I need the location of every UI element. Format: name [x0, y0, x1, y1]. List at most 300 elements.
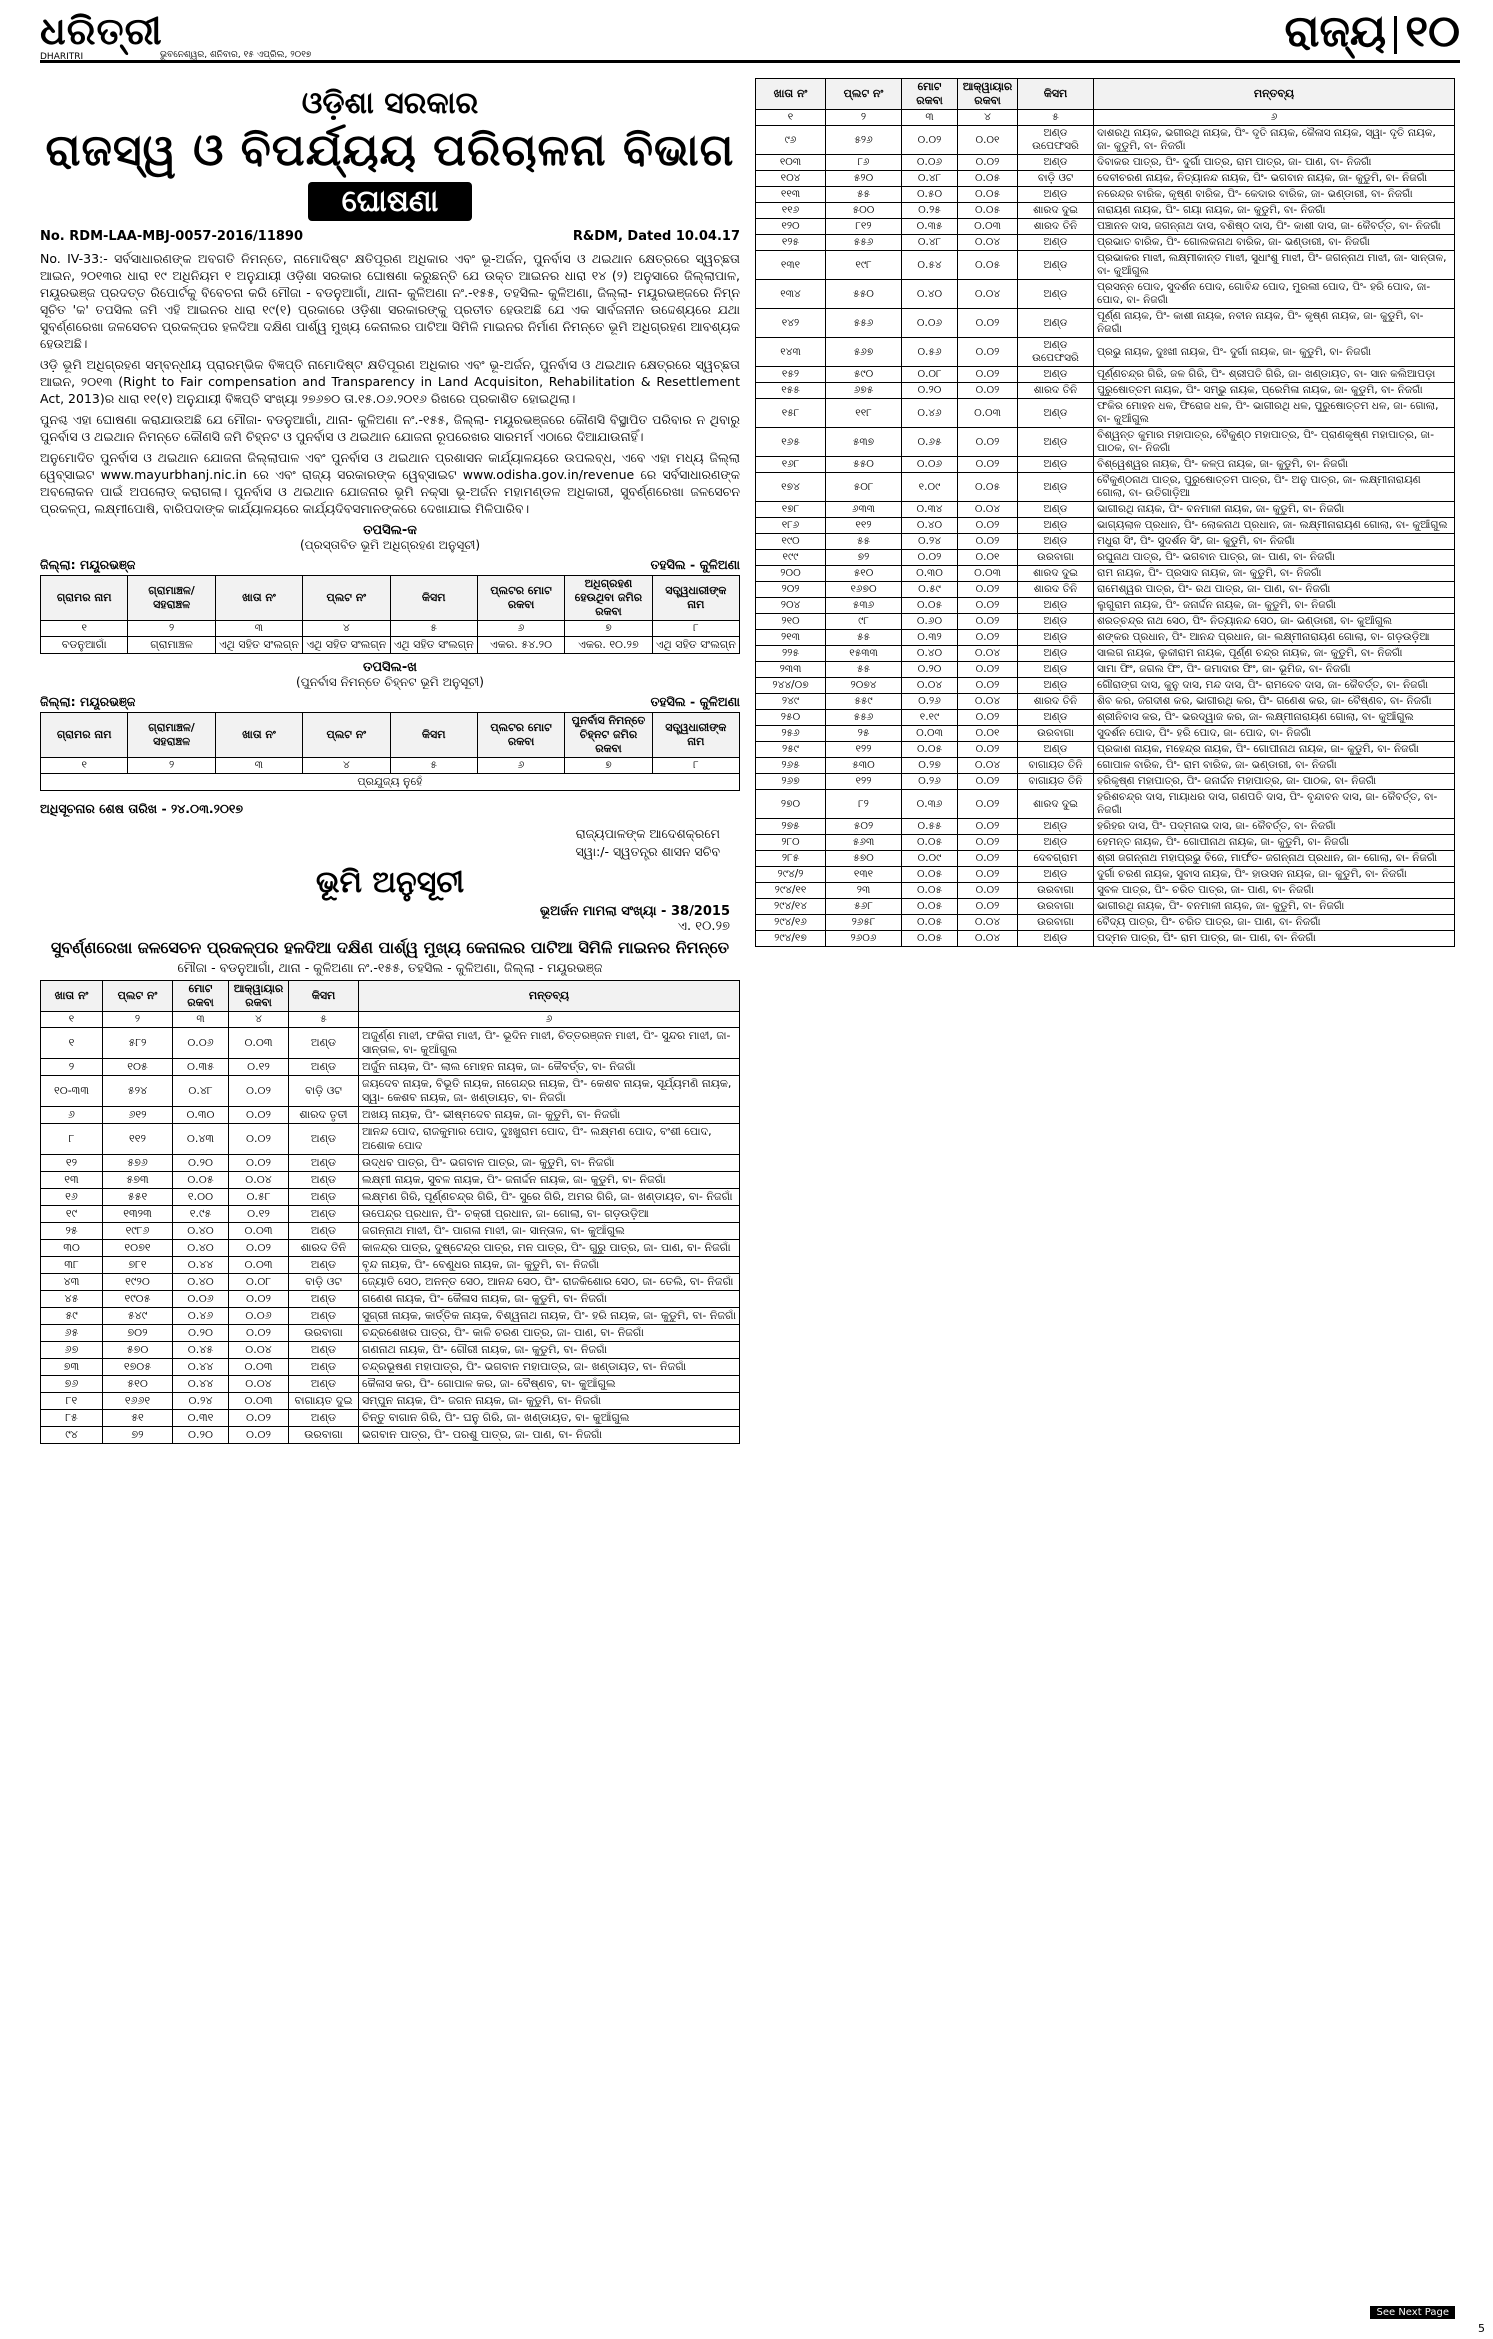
table-cell: ୦.୦୨: [229, 1155, 289, 1172]
table-cell: ୭୨: [826, 550, 902, 566]
table-cell: ୦.୨୦: [173, 1427, 229, 1444]
remarks-cell: ସାଲଗ ନାୟକ, ଲୁକୀରାମ ନାୟକ, ପୂର୍ଣ୍ଣ ଚନ୍ଦ୍ର ନାୟକ, ଜା- କୁଡୁମି, ବା- ନିଜଗାଁ: [1094, 646, 1455, 662]
table-cell: ୦.୦୪: [958, 931, 1018, 947]
table-cell: ୦.୫୪: [902, 251, 958, 280]
table-cell: ଅଣ୍ଡ ଉପେଫସରି: [1018, 126, 1094, 155]
table-cell: ୦.୦୩: [902, 726, 958, 742]
notice-heading-label: ଘୋଷଣା: [308, 182, 473, 221]
table-cell: ଅଣ୍ଡ: [289, 1376, 359, 1393]
table-cell: ୦.୦୨: [958, 883, 1018, 899]
table-row: [756, 915, 1455, 931]
table-cell: ୫୫: [826, 662, 902, 678]
schedule-kha-subtitle: (ପୁନର୍ବାସ ନିମନ୍ତେ ଚିହ୍ନଟ ଭୂମି ଅନୁସୂଚୀ): [296, 675, 484, 689]
column-number: ୫: [1018, 110, 1094, 126]
remarks-cell: ବିଶ୍ୱନ୍ତ କୁମାର ମହାପାତ୍ର, ବୈକୁଣ୍ଠ ମହାପାତ୍ର, ପିଂ- ପ୍ରାଣକୃଷ୍ଣ ମହାପାତ୍ର, ଜା- ପାଠକ, ବା- ନିଜଗାଁ: [1094, 428, 1455, 457]
notice-right-column: [755, 78, 1455, 947]
table-cell: ୦.୦୬: [902, 309, 958, 338]
table-cell: ୫୭୩: [103, 1172, 173, 1189]
table-cell: ୫୨୦: [826, 171, 902, 187]
column-number: ୬: [477, 758, 564, 774]
table-cell: ୦.୦୩: [958, 219, 1018, 235]
table-cell: ୦.୦୩: [958, 399, 1018, 428]
table-row: [756, 758, 1455, 774]
table-cell: ୨୬୫: [756, 758, 826, 774]
table-cell: ଶାରଦ ଦୁଇ: [1018, 790, 1094, 819]
table-cell: ୦.୦୮: [229, 1274, 289, 1291]
table-cell: ୧.୦୦: [173, 1189, 229, 1206]
remarks-cell: ଲକ୍ଷ୍ମୀ ନାୟକ, ସୁବଳ ନାୟକ, ପିଂ- ଜନାର୍ଦ୍ଦନ ନାୟକ, ଜା- କୁଡୁମି, ବା- ନିଜଗାଁ: [359, 1172, 740, 1189]
table-cell: ୬୭୫: [826, 383, 902, 399]
remarks-cell: ଭାଗ୍ୟଲାଳ ପ୍ରଧାନ, ପିଂ- ଲୋକନାଥ ପ୍ରଧାନ, ଜା- ଲକ୍ଷ୍ମୀନାରାୟଣ ଗୋଲା, ବା- କୁଆଁଗୁଲ: [1094, 518, 1455, 534]
table-cell: ୦.୦୩: [958, 566, 1018, 582]
table-row: [756, 235, 1455, 251]
table-cell: ୫୪୯: [103, 1308, 173, 1325]
table-row: [41, 1325, 740, 1342]
table-row: [41, 1155, 740, 1172]
table-cell: ୦.୪୦: [173, 1240, 229, 1257]
table-cell: ୨୧୩: [756, 630, 826, 646]
table-cell: ୦.୫୦: [902, 187, 958, 203]
table-cell: ୦.୦୨: [229, 1291, 289, 1308]
table-cell: ୧୧୨: [103, 1124, 173, 1155]
table-header-row: [756, 79, 1455, 110]
table-cell: ଅଣ୍ଡ: [1018, 614, 1094, 630]
table-cell: ପ୍ରଯୁଜ୍ୟ ନୁହେଁ: [41, 774, 740, 791]
remarks-cell: ହେମନ୍ତ ନାୟକ, ପିଂ- ଗୋପୀନାଥ ନାୟକ, ଜା- କୁଡୁମି, ବା- ନିଜଗାଁ: [1094, 835, 1455, 851]
table-cell: ୦.୦୨: [229, 1325, 289, 1342]
table-cell: ଅଣ୍ଡ: [289, 1155, 359, 1172]
column-number-row: [756, 110, 1455, 126]
table-cell: ୦.୫୬: [902, 338, 958, 367]
table-cell: ୬୭: [41, 1342, 103, 1359]
remarks-cell: ରାମ ନାୟକ, ପିଂ- ପ୍ରସାଦ ନାୟକ, ଜା- କୁଡୁମି, ବା- ନିଜଗାଁ: [1094, 566, 1455, 582]
table-cell: ୦.୦୩: [229, 1359, 289, 1376]
table-cell: ୫୦୮: [826, 473, 902, 502]
column-header: ମନ୍ତବ୍ୟ: [359, 981, 740, 1012]
table-cell: ୧.୯୫: [173, 1206, 229, 1223]
remarks-cell: ସାମା ଫିଂ, ଜଗଲ ଫିଂ, ପିଂ- ଜମାଦାର ଫିଂ, ଜା- ଭୂମିଜ, ବା- ନିଜଗାଁ: [1094, 662, 1455, 678]
table-cell: ୫୦୨: [826, 819, 902, 835]
table-row: [756, 694, 1455, 710]
remarks-cell: ହରିଶଚନ୍ଦ୍ର ଦାସ, ମାୟାଧର ଦାସ, ଗଣପତି ଦାସ, ପିଂ- ବୃନ୍ଦାବନ ଦାସ, ଜା- କୈବର୍ତ୍ତ, ବା- ନିଜଗାଁ: [1094, 790, 1455, 819]
table-cell: ୦.୦୪: [902, 678, 958, 694]
table-cell: ୦.୪୪: [173, 1257, 229, 1274]
table-cell: ୨୫୬: [756, 726, 826, 742]
remarks-cell: ପୂର୍ଣ୍ଣଚନ୍ଦ୍ର ଗିରି, ଜଳ ଗିରି, ପିଂ- ଶ୍ରୀପତି ଗିରି, ଜା- ଖଣ୍ଡାୟତ, ବା- ସାନ କଲିଆପଡ଼ା: [1094, 367, 1455, 383]
table-cell: ୨୩୩: [756, 662, 826, 678]
table-cell: ୦.୬୫: [902, 428, 958, 457]
table-cell: ୧୩୧: [826, 867, 902, 883]
column-header: ପ୍ଲଟ ନଂ: [826, 79, 902, 110]
remarks-cell: ଗୋପାଳ ବାରିକ, ପିଂ- ରାମ ବାରିକ, ଜା- ଭଣ୍ଡାରୀ, ବା- ନିଜଗାଁ: [1094, 758, 1455, 774]
table-cell: ଶାରଦ ତୃତୀ: [289, 1107, 359, 1124]
table-cell: ୩୮: [41, 1257, 103, 1274]
column-header: କିସମ: [390, 713, 477, 758]
remarks-cell: ଅର୍ଜୁନ ନାୟକ, ପିଂ- ଲାଲ ମୋହନ ନାୟକ, ଜା- କୈବର୍ତ୍ତ, ବା- ନିଜଗାଁ: [359, 1059, 740, 1076]
table-cell: ୦.୧୨: [229, 1059, 289, 1076]
table-cell: ଅଣ୍ଡ: [1018, 630, 1094, 646]
table-cell: ୦.୦୨: [958, 155, 1018, 171]
column-number: ୨: [128, 621, 215, 637]
table-cell: ୯୮: [826, 614, 902, 630]
table-cell: ୨୫୦: [756, 710, 826, 726]
table-row: [756, 646, 1455, 662]
table-cell: ୨୦୭୪: [826, 678, 902, 694]
table-cell: ୦.୫୫: [902, 819, 958, 835]
table-cell: ୦.୦୫: [902, 867, 958, 883]
section-divider: [1394, 16, 1397, 54]
table-cell: ୦.୩୫: [173, 1059, 229, 1076]
table-cell: ବଡନୁଆଗାଁ: [41, 637, 128, 654]
table-row: [756, 899, 1455, 915]
table-cell: ୧୧୬: [756, 203, 826, 219]
table-cell: ୦.୨୦: [902, 662, 958, 678]
remarks-cell: ପ୍ରସନ୍ନ ପୋଦ, ସୁଦର୍ଶନ ପୋଦ, ଗୋବିନ୍ଦ ପୋଦ, ମୁରଲୀ ପୋଦ, ପିଂ- ହରି ପୋଦ, ଜା- ପୋଦ, ବା- ନିଜଗାଁ: [1094, 280, 1455, 309]
column-number: ୧: [41, 758, 128, 774]
table-cell: ୦.୩୪: [902, 502, 958, 518]
table-cell: ଶାରଦ ତିନି: [289, 1240, 359, 1257]
table-cell: ୦.୦୪: [958, 280, 1018, 309]
table-row: [41, 1274, 740, 1291]
table-cell: ୦.୦୨: [958, 790, 1018, 819]
column-header: ଖାତା ନଂ: [756, 79, 826, 110]
table-cell: ୦.୦୩: [229, 1257, 289, 1274]
table-cell: ୫୩୦: [826, 758, 902, 774]
table-cell: ୧.୧୯: [902, 710, 958, 726]
table-cell: ଅଣ୍ଡ: [1018, 155, 1094, 171]
table-row: [41, 1206, 740, 1223]
table-row: [756, 219, 1455, 235]
table-row: [756, 867, 1455, 883]
table-row: [756, 614, 1455, 630]
table-row: [756, 203, 1455, 219]
table-cell: ୫୮୨: [103, 1028, 173, 1059]
table-cell: ୧୦୭୧: [103, 1240, 173, 1257]
table-cell: ୦.୦୨: [958, 582, 1018, 598]
table-row: [756, 457, 1455, 473]
column-header: ଆକ୍ୱାୟାର ରକବା: [229, 981, 289, 1012]
table-cell: ୮୫: [41, 1410, 103, 1427]
table-cell: ୧୧୮: [826, 399, 902, 428]
column-header: ପ୍ଲଟର ମୋଟ ରକବା: [477, 713, 564, 758]
table-cell: ୦.୦୨: [958, 835, 1018, 851]
remarks-cell: ବୃନ୍ଦ ନାୟକ, ପିଂ- ବେଣୁଧର ନାୟକ, ଜା- କୁଡୁମି, ବା- ନିଜଗାଁ: [359, 1257, 740, 1274]
remarks-cell: ଚନ୍ଦ୍ରଶେଖର ପାତ୍ର, ପିଂ- କାଳି ଚରଣ ପାତ୍ର, ଜା- ପାଣ, ବା- ନିଜଗାଁ: [359, 1325, 740, 1342]
table-cell: ଅଣ୍ଡ: [289, 1028, 359, 1059]
remarks-cell: କାଳନ୍ଦ୍ର ପାତ୍ର, ଦୁଷ୍ଟେନ୍ଦ୍ର ପାତ୍ର, ମନ ପାତ୍ର, ପିଂ- ଗୁରୁ ପାତ୍ର, ଜା- ପାଣ, ବା- ନିଜଗାଁ: [359, 1240, 740, 1257]
table-cell: ୦.୦୩: [229, 1393, 289, 1410]
table-cell: ୦.୪୪: [173, 1376, 229, 1393]
table-cell: ୧୩୧: [756, 251, 826, 280]
project-title: ସୁବର୍ଣ୍ଣରେଖା ଜଳସେଚନ ପ୍ରକଳ୍ପର ହଳଦିଆ ଦକ୍ଷିଣ ପାର୍ଶ୍ୱ ମୁଖ୍ୟ କେନାଲର ପାଟିଆ ସିମିଳି ମାଇନର ନିମନ୍ତେ: [50, 938, 730, 957]
table-cell: ୨୪୪/୦୭: [756, 678, 826, 694]
table-cell: ୧୯: [41, 1206, 103, 1223]
table-row: [41, 1076, 740, 1107]
table-row: [41, 1427, 740, 1444]
table-row: [41, 1172, 740, 1189]
table-cell: ୦.୦୫: [902, 931, 958, 947]
table-row: [756, 550, 1455, 566]
table-cell: ୨୫: [826, 726, 902, 742]
column-header: ଆକ୍ୱାୟାର ରକବା: [958, 79, 1018, 110]
table-cell: ୦.୦୫: [958, 203, 1018, 219]
table-cell: ଅଣ୍ଡ: [1018, 598, 1094, 614]
table-cell: ୭୦୨: [103, 1325, 173, 1342]
table-cell: ଅଣ୍ଡ: [1018, 867, 1094, 883]
table-cell: ଅଣ୍ଡ: [1018, 819, 1094, 835]
column-number: ୪: [229, 1012, 289, 1028]
remarks-cell: ଅଜୁର୍ଣ୍ଣ ମାଝୀ, ଫକିରା ମାଝୀ, ପିଂ- ଭୂଦିନ ମାଝୀ, ଚିତ୍ତରଞ୍ଜନ ମାଝୀ, ପିଂ- ସୁନ୍ଦର ମାଝୀ, ଜା- ସାନ୍ତାଳ, ବା- କୁଆଁଗୁଲ: [359, 1028, 740, 1059]
column-number: ୫: [390, 758, 477, 774]
table-cell: ୪୫: [41, 1291, 103, 1308]
table-row: [756, 126, 1455, 155]
table-cell: ୬୧୨: [103, 1107, 173, 1124]
table-cell: ୦.୦୨: [958, 309, 1018, 338]
schedule-ka-title: ତପସିଲ-କ: [363, 523, 417, 538]
column-number-row: [41, 621, 740, 637]
table-cell: ୦.୦୬: [229, 1308, 289, 1325]
column-number: ୪: [303, 758, 390, 774]
remarks-cell: ପ୍ରକାଶ ନାୟକ, ମହେନ୍ଦ୍ର ନାୟକ, ପିଂ- ଗୋପୀନାଥ ନାୟକ, ଜା- କୁଡୁମି, ବା- ନିଜଗାଁ: [1094, 742, 1455, 758]
department-title: ରାଜସ୍ୱ ଓ ବିପର୍ଯ୍ୟୟ ପରିଚାଳନା ବିଭାଗ: [45, 125, 735, 176]
remarks-cell: ବୈକୁଣ୍ଠନାଥ ପାତ୍ର, ପୁରୁଷୋତ୍ତମ ପାତ୍ର, ପିଂ- ଅନୁ ପାତ୍ର, ଜା- ଲକ୍ଷ୍ମୀନାରାୟଣ ଗୋଲା, ବା- ଉତିଗାଡ଼ିଆ: [1094, 473, 1455, 502]
tahasil-label: ତହସିଲ - କୁଳିଅଣା: [650, 557, 740, 572]
table-cell: ଅଣ୍ଡ: [289, 1059, 359, 1076]
table-cell: ବାଗାୟତ ତିନି: [1018, 758, 1094, 774]
table-cell: ୦.୦୯: [902, 851, 958, 867]
table-cell: ଅଣ୍ଡ: [1018, 931, 1094, 947]
column-number: ୭: [565, 758, 652, 774]
table-cell: ୧୯୮୬: [103, 1223, 173, 1240]
table-cell: ଅଣ୍ଡ: [1018, 251, 1094, 280]
table-cell: ୨୯୪/୧୧: [756, 883, 826, 899]
table-cell: ୦.୨୦: [173, 1325, 229, 1342]
table-cell: ୦.୦୪: [229, 1342, 289, 1359]
table-cell: ୦.୦୬: [902, 457, 958, 473]
column-header: ସତ୍ତ୍ୱଧାରୀଙ୍କ ନାମ: [652, 713, 739, 758]
table-cell: ୫୨୪: [103, 1076, 173, 1107]
table-cell: ଅଣ୍ଡ: [1018, 518, 1094, 534]
table-cell: ଅଣ୍ଡ: [1018, 187, 1094, 203]
table-row: [41, 1240, 740, 1257]
table-row: [41, 637, 740, 654]
table-row: [41, 1376, 740, 1393]
mouza-line: ମୌଜା - ବଡନୁଆଗାଁ, ଥାନା - କୁଳିଅଣା ନଂ.-୧୫୫, ତହସିଲ - କୁଳିଅଣା, ଜିଲ୍ଲା - ମୟୂରଭଞ୍ଜ: [177, 960, 603, 975]
table-cell: ୧୫୮: [756, 399, 826, 428]
table-cell: ୦.୩୧: [173, 1410, 229, 1427]
government-title: ଓଡ଼ିଶା ସରକାର: [301, 86, 479, 121]
remarks-cell: ରଘୁନାଥ ପାତ୍ର, ପିଂ- ଭଗବାନ ପାତ୍ର, ଜା- ପାଣ, ବା- ନିଜଗାଁ: [1094, 550, 1455, 566]
notice-paragraph: ଓଡ଼ି ଭୂମି ଅଧିଗ୍ରହଣ ସମ୍ବନ୍ଧୀୟ ପ୍ରାରମ୍ଭିକ ବିଜ୍ଞପ୍ତି ନାମୋଦିଷ୍ଟ କ୍ଷତିପୂରଣ ଅଧିକାର ଏବଂ ଭୂ-ଅର୍ଜନ, ପୁନର୍ବାସ ଓ ଥଇଥାନ କ୍ଷେତ୍ରରେ ସ୍ୱଚ୍ଛତା ଆଇନ, ୨୦୧୩ (Right to Fair compensation and Transparency in Land Acquisiton, Rehabilitation & Resettlement Act, 2013)ର ଧାରା ୧୧(୧) ଅନୁଯାୟୀ ବିଜ୍ଞପ୍ତି ସଂଖ୍ୟା ୨୭୬୭୦ ତା.୧୫.୦୬.୨୦୧୬ ରିଖରେ ପ୍ରକାଶିତ ହୋଇଥିଲା।: [40, 357, 740, 406]
table-cell: ଏଥି ସହିତ ସଂଲଗ୍ନ: [390, 637, 477, 654]
table-cell: ୫୫: [826, 630, 902, 646]
table-cell: ୧୬୭୦: [826, 582, 902, 598]
column-number: ୨: [103, 1012, 173, 1028]
table-cell: ୧୧୩: [756, 187, 826, 203]
table-cell: ଦେବଗ୍ରାମ: [1018, 851, 1094, 867]
table-cell: ବାଗାୟତ ତିନି: [1018, 774, 1094, 790]
table-cell: ୦.୦୨: [958, 614, 1018, 630]
table-cell: ୦.୪୮: [173, 1076, 229, 1107]
table-cell: ୪୩: [41, 1274, 103, 1291]
table-cell: ୦.୨୦: [173, 1155, 229, 1172]
table-cell: ୧୧୨: [826, 518, 902, 534]
signature-name: ସ୍ୱା:/- ସ୍ୱତନ୍ତ୍ର ଶାସନ ସଚିବ: [575, 844, 720, 859]
table-row: [756, 835, 1455, 851]
table-cell: ୦.୨୦: [902, 383, 958, 399]
table-row: [756, 518, 1455, 534]
table-body: [756, 126, 1455, 947]
table-cell: ୦.୦୨: [958, 899, 1018, 915]
table-row: [756, 678, 1455, 694]
table-cell: ୨୯୪/୧୪: [756, 899, 826, 915]
table-cell: ଅଣ୍ଡ: [289, 1291, 359, 1308]
schedule-ka-table: [40, 575, 740, 654]
section-name: ରାଜ୍ୟ: [1284, 6, 1387, 57]
column-header: ପ୍ଲଟର ମୋଟ ରକବା: [477, 576, 564, 621]
table-cell: ଅଣ୍ଡ: [1018, 678, 1094, 694]
table-cell: ୨୭୫: [756, 819, 826, 835]
table-cell: ୭୬: [41, 1376, 103, 1393]
table-cell: ୦.୦୨: [958, 534, 1018, 550]
table-cell: ୦.୨୭: [902, 758, 958, 774]
table-cell: ୦.୦୪: [958, 694, 1018, 710]
table-cell: ୦.୦୪: [958, 646, 1018, 662]
table-cell: ୦.୧୨: [229, 1206, 289, 1223]
schedule-ka-subtitle: (ପ୍ରସ୍ତାବିତ ଭୂମି ଅଧିଗ୍ରହଣ ଅନୁସୂଚୀ): [299, 538, 481, 552]
section-title: [1285, 6, 1460, 57]
remarks-cell: ପ୍ରଭୁ ନାୟକ, ଦୁଃଖୀ ନାୟକ, ପିଂ- ଦୁର୍ଗା ନାୟକ, ଜା- କୁଡୁମି, ବା- ନିଜଗାଁ: [1094, 338, 1455, 367]
table-cell: ୦.୦୪: [958, 915, 1018, 931]
table-cell: ଅଣ୍ଡ: [1018, 835, 1094, 851]
table-cell: ବାଗାୟତ ଦୁଇ: [289, 1393, 359, 1410]
remarks-cell: ଜଗନ୍ନାଥ ମାଝୀ, ପିଂ- ପାଗଳା ମାଝୀ, ଜା- ସାନ୍ତାଳ, ବା- କୁଆଁଗୁଲ: [359, 1223, 740, 1240]
column-number: ୩: [215, 621, 302, 637]
remarks-cell: ଚନ୍ଦ୍ରଭୂଷଣ ମହାପାତ୍ର, ପିଂ- ଭଗବାନ ମହାପାତ୍ର, ଜା- ଖଣ୍ଡାୟତ, ବା- ନିଜଗାଁ: [359, 1359, 740, 1376]
column-number: ୩: [902, 110, 958, 126]
table-cell: ଏଥି ସହିତ ସଂଲଗ୍ନ: [215, 637, 302, 654]
remarks-cell: ହରିକୃଷ୍ଣ ମହାପାତ୍ର, ପିଂ- ଜନାର୍ଦ୍ଦନ ମହାପାତ୍ର, ଜା- ପାଠକ, ବା- ନିଜଗାଁ: [1094, 774, 1455, 790]
table-cell: ୧୯୯: [756, 550, 826, 566]
table-row: [41, 1223, 740, 1240]
table-cell: ୫୬୭: [826, 338, 902, 367]
table-row: [756, 502, 1455, 518]
table-cell: ୧୨୨: [826, 774, 902, 790]
table-cell: ୦.୦୨: [229, 1107, 289, 1124]
table-cell: ୦.୦୪: [229, 1376, 289, 1393]
table-cell: ୦.୦୫: [173, 1172, 229, 1189]
table-cell: ୦.୦୨: [958, 710, 1018, 726]
table-cell: ଅଣ୍ଡ: [1018, 280, 1094, 309]
column-number: ୩: [173, 1012, 229, 1028]
column-number: ୮: [652, 621, 739, 637]
table-row: [756, 399, 1455, 428]
table-cell: ୦.୩୦: [902, 566, 958, 582]
table-cell: ୫୫୦: [826, 280, 902, 309]
table-row: [756, 251, 1455, 280]
column-header: ଖାତା ନଂ: [215, 713, 302, 758]
land-schedule-title: ଭୂମି ଅନୁସୂଚୀ: [315, 865, 465, 900]
table-cell: ୦.୦୫: [902, 915, 958, 931]
table-cell: ୧୪୨: [756, 309, 826, 338]
remarks-cell: ଶ୍ରୀ ଜଗନ୍ନାଥ ମହାପ୍ରଭୁ ବିଜେ, ମାର୍ଫତ- ଜଗନ୍ନାଥ ପ୍ରଧାନ, ଜା- ଗୋଲା, ବା- ନିଜଗାଁ: [1094, 851, 1455, 867]
column-number: ୨: [128, 758, 215, 774]
table-row: [41, 774, 740, 791]
table-cell: ଅଣ୍ଡ: [1018, 742, 1094, 758]
table-cell: ଅଣ୍ଡ: [289, 1172, 359, 1189]
table-row: [41, 1342, 740, 1359]
table-cell: ୧୬୮: [756, 457, 826, 473]
table-cell: ୦.୦୨: [958, 457, 1018, 473]
table-cell: ୫୫୧: [103, 1189, 173, 1206]
table-cell: ୦.୦୪: [958, 758, 1018, 774]
table-cell: ଏଥି ସହିତ ସଂଲଗ୍ନ: [652, 637, 739, 654]
schedule-kha-table: [40, 712, 740, 791]
remarks-cell: ମଧୁରା ସିଂ, ପିଂ- ସୁଦର୍ଶନ ସିଂ, ଜା- କୁଡୁମି, ବା- ନିଜଗାଁ: [1094, 534, 1455, 550]
remarks-cell: ରାମେଶ୍ୱର ପାତ୍ର, ପିଂ- ରଥ ପାତ୍ର, ଜା- ପାଣ, ବା- ନିଜଗାଁ: [1094, 582, 1455, 598]
column-header: କିସମ: [289, 981, 359, 1012]
column-header: ପ୍ଲଟ ନଂ: [303, 713, 390, 758]
table-row: [756, 790, 1455, 819]
column-header: ମନ୍ତବ୍ୟ: [1094, 79, 1455, 110]
column-header: ସତ୍ତ୍ୱଧାରୀଙ୍କ ନାମ: [652, 576, 739, 621]
table-cell: ୫୧୦: [826, 566, 902, 582]
table-cell: ୫୩୬: [826, 598, 902, 614]
table-row: [41, 1291, 740, 1308]
table-cell: ଏଥି ସହିତ ସଂଲଗ୍ନ: [303, 637, 390, 654]
column-number: ୬: [1094, 110, 1455, 126]
remarks-cell: ଚିନ୍ତୁ ବାଗାନ ଗିରି, ପିଂ- ଘନୁ ଗିରି, ଜା- ଖଣ୍ଡାୟତ, ବା- କୁଆଁଗୁଲ: [359, 1410, 740, 1427]
table-cell: ୧୫୩୩: [826, 646, 902, 662]
table-cell: ଏକର. ୧୦.୨୭: [565, 637, 652, 654]
table-cell: ୯୪: [41, 1427, 103, 1444]
table-cell: ୭୮୧: [103, 1257, 173, 1274]
column-number: ୪: [303, 621, 390, 637]
table-cell: ୧୩: [41, 1172, 103, 1189]
table-cell: ୫୨୬: [826, 126, 902, 155]
table-cell: ୧୦୩: [756, 155, 826, 171]
column-number: ୧: [41, 621, 128, 637]
table-cell: ଅଣ୍ଡ: [1018, 235, 1094, 251]
table-cell: ୨୬୫୮: [826, 915, 902, 931]
remarks-cell: ଦାଶରଥି ନାୟକ, ଭଗୀରଥି ନାୟକ, ପିଂ- ଦୃତି ନାୟକ, କୈଳାସ ନାୟକ, ସ୍ୱା- ଦୃତି ନାୟକ, ଜା- କୁଡୁମି, ବା- ନିଜଗାଁ: [1094, 126, 1455, 155]
table-cell: ଅଣ୍ଡ: [1018, 473, 1094, 502]
table-cell: ୨୭୦: [756, 790, 826, 819]
table-cell: ୧୯୨୦: [103, 1274, 173, 1291]
table-cell: ୦.୦୨: [958, 518, 1018, 534]
table-cell: ୧୯୮: [826, 251, 902, 280]
table-cell: ୦.୦୨: [958, 630, 1018, 646]
column-number: ୪: [958, 110, 1018, 126]
remarks-cell: ଅଖୟ ନାୟକ, ପିଂ- ଭୀଷ୍ମଦେବ ନାୟକ, ଜା- କୁଡୁମି, ବା- ନିଜଗାଁ: [359, 1107, 740, 1124]
table-cell: ଗ୍ରାମାଞ୍ଚଳ: [128, 637, 215, 654]
table-cell: ୦.୪୩: [173, 1124, 229, 1155]
column-header: ଖାତା ନଂ: [215, 576, 302, 621]
table-cell: ୧୦-୩୩: [41, 1076, 103, 1107]
column-header: ଗ୍ରାମର ନାମ: [41, 576, 128, 621]
newspaper-logo: ଧରିତ୍ରୀ: [40, 8, 163, 53]
remarks-cell: ଉପେନ୍ଦ୍ର ପ୍ରଧାନ, ପିଂ- ଚକ୍ରୀ ପ୍ରଧାନ, ଜା- ଗୋଲା, ବା- ଗଡ଼ଉଡ଼ିଆ: [359, 1206, 740, 1223]
table-cell: ୧୨୨: [826, 742, 902, 758]
table-cell: ୦.୦୨: [902, 550, 958, 566]
table-cell: ୦.୦୨: [229, 1124, 289, 1155]
table-cell: ୨୮୦: [756, 835, 826, 851]
table-cell: ୦.୩୨: [902, 630, 958, 646]
table-header-row: [41, 713, 740, 758]
table-cell: ଉରବାଗା: [1018, 915, 1094, 931]
table-header-row: [41, 576, 740, 621]
table-cell: ୯୬: [756, 126, 826, 155]
